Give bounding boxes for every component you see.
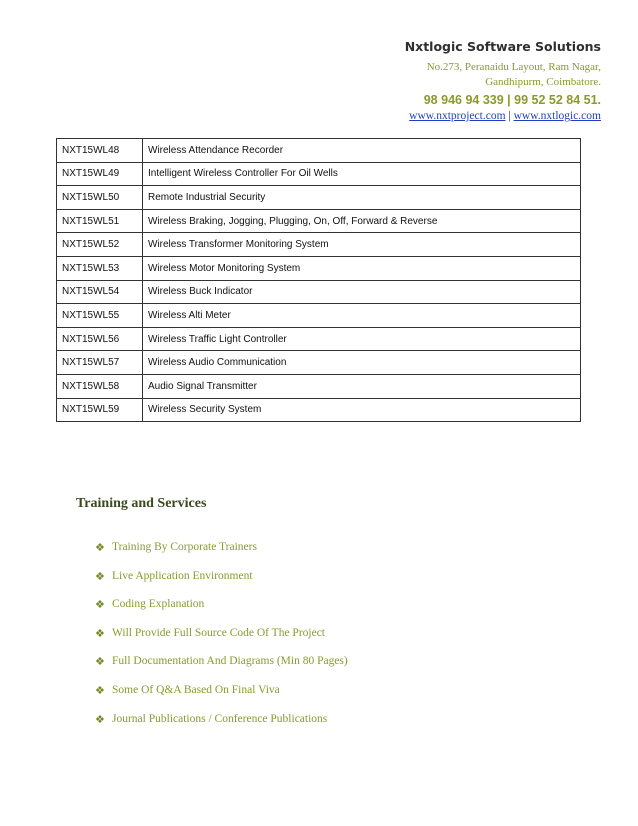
table-row — [57, 398, 581, 422]
link-nxtproject[interactable]: www.nxtproject.com — [409, 110, 506, 122]
table-row — [57, 139, 581, 163]
service-item-label: Some Of Q&A Based On Final Viva — [112, 683, 280, 696]
project-code: NXT15WL56 — [57, 327, 143, 351]
table-row — [57, 162, 581, 186]
service-item-label: Training By Corporate Trainers — [112, 541, 257, 553]
service-item-label: Full Documentation And Diagrams (Min 80 Pages) — [112, 655, 348, 668]
service-item-label: Will Provide Full Source Code Of The Project — [112, 626, 326, 639]
project-code: NXT15WL55 — [57, 304, 143, 328]
project-title: Audio Signal Transmitter — [143, 374, 581, 398]
letterhead — [281, 38, 601, 124]
list-item — [95, 598, 348, 627]
project-table — [56, 138, 581, 422]
project-title: Wireless Audio Communication — [143, 351, 581, 375]
table-row — [57, 374, 581, 398]
project-title: Wireless Motor Monitoring System — [143, 256, 581, 280]
project-title: Wireless Alti Meter — [143, 304, 581, 328]
table-row — [57, 186, 581, 210]
project-table-body — [57, 139, 581, 422]
diamond-bullet-icon: ❖ — [95, 570, 105, 583]
link-nxtlogic[interactable]: www.nxtlogic.com — [513, 110, 601, 122]
table-row — [57, 351, 581, 375]
website-links — [281, 109, 601, 124]
address-line-1: No.273, Peranaidu Layout, Ram Nagar, — [426, 61, 601, 73]
diamond-bullet-icon: ❖ — [95, 627, 105, 640]
project-code: NXT15WL49 — [57, 162, 143, 186]
project-code: NXT15WL48 — [57, 139, 143, 163]
project-code: NXT15WL50 — [57, 186, 143, 210]
project-code: NXT15WL57 — [57, 351, 143, 375]
list-item — [95, 713, 348, 742]
project-code: NXT15WL58 — [57, 374, 143, 398]
diamond-bullet-icon: ❖ — [95, 542, 105, 554]
diamond-bullet-icon: ❖ — [95, 713, 105, 726]
address-line-2: Gandhipurm, Coimbatore. — [485, 76, 601, 88]
table-row — [57, 327, 581, 351]
list-item — [95, 655, 348, 684]
project-title: Intelligent Wireless Controller For Oil Wells — [143, 162, 581, 186]
project-title: Wireless Transformer Monitoring System — [143, 233, 581, 257]
phone-numbers: 98 946 94 339 | 99 52 52 84 51. — [423, 93, 601, 107]
table-row — [57, 233, 581, 257]
project-code: NXT15WL52 — [57, 233, 143, 257]
list-item — [95, 570, 348, 599]
table-row — [57, 256, 581, 280]
service-item-label: Live Application Environment — [112, 569, 253, 582]
project-title: Wireless Security System — [143, 398, 581, 422]
project-title: Wireless Attendance Recorder — [143, 139, 581, 163]
project-code: NXT15WL51 — [57, 209, 143, 233]
diamond-bullet-icon: ❖ — [95, 656, 105, 669]
list-item — [95, 541, 348, 570]
diamond-bullet-icon: ❖ — [95, 599, 105, 612]
list-item — [95, 684, 348, 713]
table-row — [57, 304, 581, 328]
diamond-bullet-icon: ❖ — [95, 684, 105, 697]
project-title: Remote Industrial Security — [143, 186, 581, 210]
service-item-label: Coding Explanation — [112, 598, 205, 611]
table-row — [57, 280, 581, 304]
table-row — [57, 209, 581, 233]
service-item-label: Journal Publications / Conference Publications — [112, 712, 328, 725]
project-code: NXT15WL53 — [57, 256, 143, 280]
project-title: Wireless Braking, Jogging, Plugging, On, Off, Forward & Reverse — [143, 209, 581, 233]
project-title: Wireless Buck Indicator — [143, 280, 581, 304]
link-separator: | — [505, 110, 514, 122]
project-code: NXT15WL54 — [57, 280, 143, 304]
section-title-training: Training and Services — [76, 496, 207, 511]
project-title: Wireless Traffic Light Controller — [143, 327, 581, 351]
company-name: Nxtlogic Software Solutions — [404, 39, 601, 54]
list-item — [95, 627, 348, 656]
project-code: NXT15WL59 — [57, 398, 143, 422]
services-list — [95, 541, 348, 741]
